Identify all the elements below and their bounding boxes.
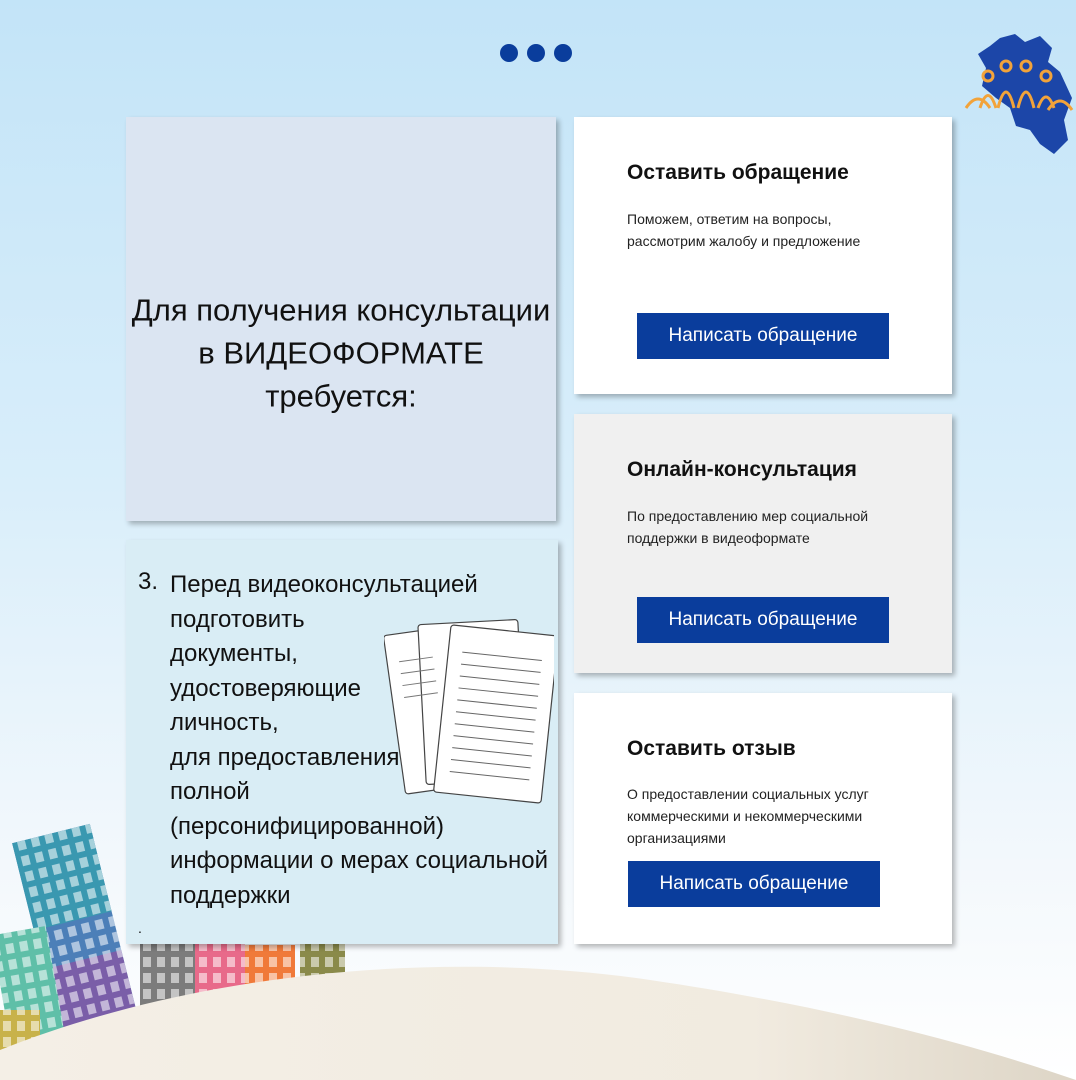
more-dots-icon: [500, 44, 572, 62]
intro-text: Для получения консультации в ВИДЕОФОРМАТЕ требуется:: [131, 292, 551, 414]
action-title: Оставить отзыв: [627, 737, 796, 760]
write-appeal-button[interactable]: Написать обращение: [628, 861, 880, 907]
step-number: 3.: [138, 568, 159, 595]
write-appeal-button[interactable]: Написать обращение: [637, 597, 889, 643]
action-card-online-consultation: [574, 414, 952, 673]
dot: [554, 44, 572, 62]
write-appeal-button[interactable]: Написать обращение: [637, 313, 889, 359]
action-title: Оставить обращение: [627, 161, 849, 184]
step-tail: .: [138, 920, 142, 936]
hill-background: [0, 930, 1076, 1080]
intro-card: [126, 117, 556, 521]
documents-step-card: [126, 540, 558, 944]
dot: [527, 44, 545, 62]
region-map-logo: [960, 28, 1076, 158]
action-description: Поможем, ответим на вопросы, рассмотрим жалобу и предложение: [627, 211, 861, 249]
dot: [500, 44, 518, 62]
action-card-feedback: [574, 693, 952, 944]
action-card-appeal: [574, 117, 952, 394]
step-text: Перед видеоконсультацией подготовить документы, удостоверяющие личность, для предоставления полной (персонифицированной) информации о мерах социальной поддержки: [170, 571, 549, 909]
action-description: О предоставлении социальных услуг коммерческими и некоммерческими организациями: [627, 786, 869, 846]
action-description: По предоставлению мер социальной поддержки в видеоформате: [627, 508, 869, 546]
action-title: Онлайн-консультация: [627, 458, 857, 481]
